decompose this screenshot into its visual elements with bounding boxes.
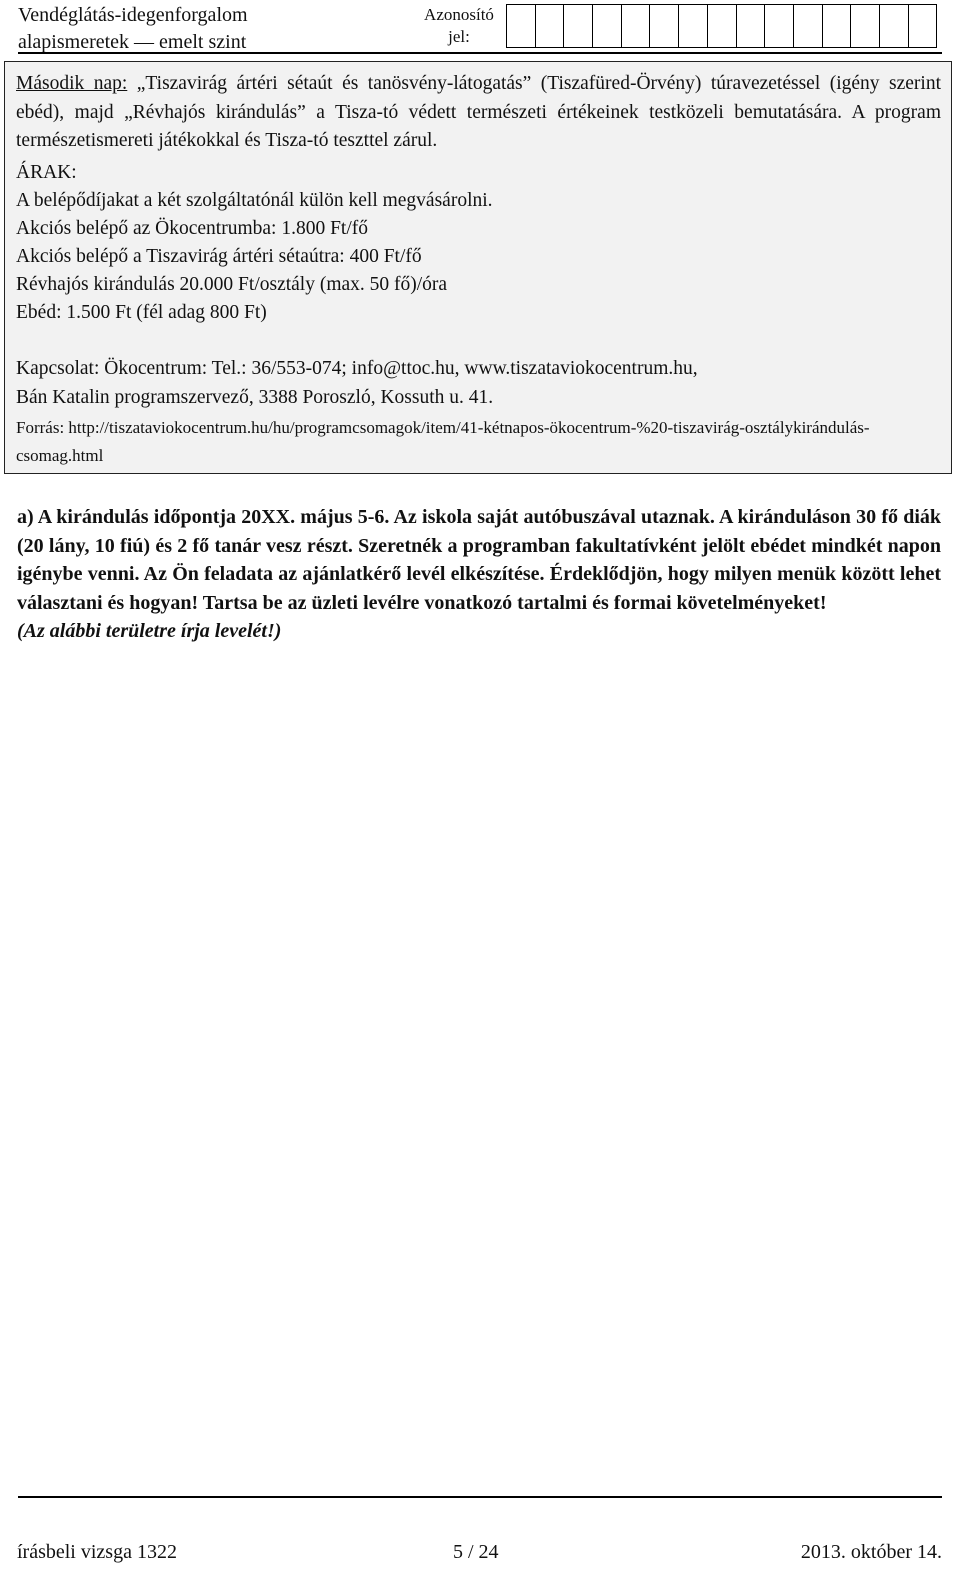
day2-description	[16, 70, 941, 156]
contact-line-1: Kapcsolat: Ökocentrum: Tel.: 36/553-074; info@ttoc.hu, www.tiszataviokocentrum.hu,	[16, 358, 698, 379]
id-code-box[interactable]	[909, 4, 938, 48]
task-text: a) A kirándulás időpontja 20XX. május 5-6. Az iskola saját autóbuszával utaznak. A kiránduláson 30 fő diák (20 lány, 10 fiú) és 2 fő tanár vesz részt. Szeretnék a programban fakultatívként jelölt ebédet mindkét napon igénybe venni. Az Ön feladata az ajánlatkérő levél elkészítése. Érdeklődjön, hogy milyen menük között lehet választani és hogyan! Tartsa be az üzleti levélre vonatkozó tartalmi és formai követelményeket!	[17, 506, 941, 614]
price-lunch: Ebéd: 1.500 Ft (fél adag 800 Ft)	[16, 302, 267, 323]
program-info-box	[4, 61, 952, 474]
price-ecocenter: Akciós belépő az Ökocentrumba: 1.800 Ft/fő	[16, 218, 368, 239]
id-label	[418, 4, 500, 48]
id-code-boxes[interactable]	[506, 4, 937, 48]
header-divider	[18, 52, 942, 54]
day2-label: Második nap:	[16, 73, 128, 94]
subject-title	[18, 2, 248, 56]
id-code-box[interactable]	[794, 4, 823, 48]
id-code-box[interactable]	[708, 4, 737, 48]
id-code-box[interactable]	[650, 4, 679, 48]
contact-line-2: Bán Katalin programszervező, 3388 Poroszló, Kossuth u. 41.	[16, 387, 494, 408]
prices-title: ÁRAK:	[16, 162, 77, 183]
id-label-line-1: Azonosító	[424, 5, 494, 24]
day2-text: „Tiszavirág ártéri sétaút és tanösvény-látogatás” (Tiszafüred-Örvény) túravezetéssel (igény szerint ebéd), majd „Révhajós kirándulás” a Tisza-tó védett természeti értékeinek testközeli bemutatására. A program természetismereti játékokkal és Tisza-tó teszttel zárul.	[16, 73, 941, 151]
id-code-box[interactable]	[823, 4, 852, 48]
prices-intro: A belépődíjakat a két szolgáltatónál külön kell megvásárolni.	[16, 190, 493, 211]
price-walkway: Akciós belépő a Tiszavirág ártéri sétaútra: 400 Ft/fő	[16, 246, 422, 267]
subject-line-2: alapismeretek — emelt szint	[18, 31, 247, 53]
id-code-box[interactable]	[679, 4, 708, 48]
id-code-box[interactable]	[765, 4, 794, 48]
id-code-box[interactable]	[536, 4, 565, 48]
id-label-line-2: jel:	[448, 27, 470, 46]
id-code-box[interactable]	[622, 4, 651, 48]
source-citation: Forrás: http://tiszataviokocentrum.hu/hu/programcsomagok/item/41-kétnapos-ökocentrum-%20-tiszavirág-osztálykirándulás-csomag.html	[16, 418, 870, 465]
subject-line-1: Vendéglátás-idegenforgalom	[18, 4, 248, 26]
answer-area[interactable]	[18, 690, 942, 1480]
id-code-box[interactable]	[880, 4, 909, 48]
id-code-box[interactable]	[851, 4, 880, 48]
footer-divider	[18, 1496, 942, 1498]
id-code-box[interactable]	[507, 4, 536, 48]
exam-date: 2013. október 14.	[800, 1541, 942, 1563]
page-number: 5 / 24	[453, 1541, 499, 1563]
id-code-box[interactable]	[593, 4, 622, 48]
exam-code: írásbeli vizsga 1322	[17, 1541, 177, 1563]
price-boat-trip: Révhajós kirándulás 20.000 Ft/osztály (max. 50 fő)/óra	[16, 274, 448, 295]
task-a	[17, 503, 941, 646]
id-code-box[interactable]	[737, 4, 766, 48]
id-code-box[interactable]	[564, 4, 593, 48]
task-instruction: (Az alábbi területre írja levelét!)	[17, 620, 282, 643]
